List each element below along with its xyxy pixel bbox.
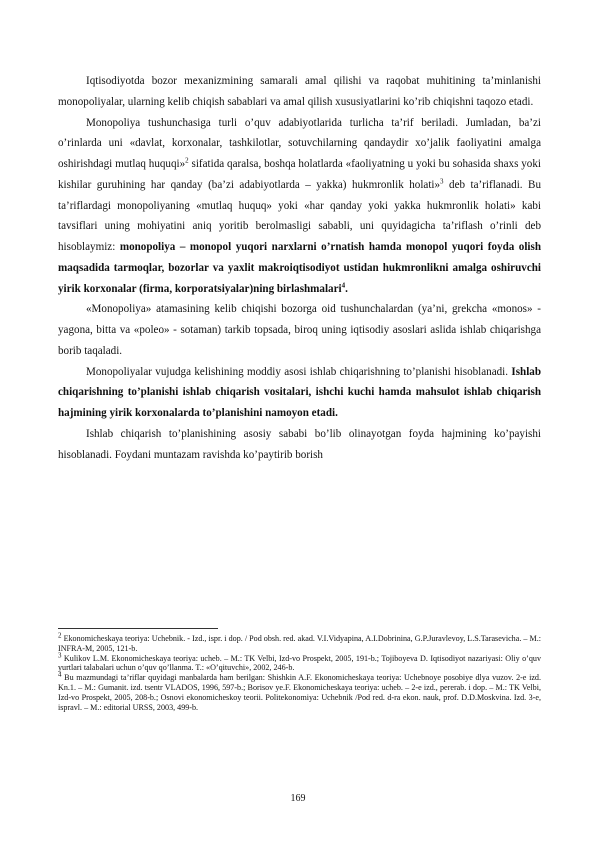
paragraph-4 <box>58 362 541 424</box>
footnote-3-number: 3 <box>58 650 62 659</box>
footnote-separator <box>58 628 218 629</box>
footnote-ref-2: 2 <box>185 156 189 165</box>
footnote-2 <box>58 631 541 654</box>
page-number: 169 <box>290 793 306 804</box>
paragraph-3 <box>58 299 541 361</box>
concentration-definition: Ishlab chiqarishning to’planishi ishlab chiqarish vositalari, ishchi kuchi hamda mahsulot ishlab chiqarish hajmining yirik korxonalarda to’planishini namoyon etadi. <box>58 365 541 419</box>
paragraph-2 <box>58 113 541 300</box>
paragraph-1 <box>58 71 541 113</box>
footnote-4-number: 4 <box>58 670 62 679</box>
footnote-2-number: 2 <box>58 631 62 640</box>
footnote-ref-4-num: 4 <box>341 280 346 289</box>
paragraph-2-part-c: deb ta’riflanadi. Bu ta’riflardagi monopoliyaning «mutlaq huquq» yoki «har qanday yoki yakka hukmronlik holati» kabi tavsiflari uning mohiyatini aniq yoritib berolmasligi sababli, uni quyidagicha ta’riflash o’rinli deb hisoblaymiz: <box>58 178 542 253</box>
footnote-2-text: Ekonomicheskaya teoriya: Uchebnik. - Izd., ispr. i dop. / Pod obsh. red. akad. V.I.Vidyapina, A.I.Dobrinina, G.P.Juravlevoy, L.S.Tarasevicha. – M.: INFRA-M, 2005, 121-b. <box>58 634 541 653</box>
paragraph-5-text: Ishlab chiqarish to’planishining asosiy sababi bo’lib olinayotgan foyda hajmining ko’payishi hisoblanadi. Foydani muntazam ravishda ko’paytirib borish <box>58 427 541 461</box>
paragraph-2-part-b: sifatida qaralsa, boshqa holatlarda «faoliyatning u yoki bu sohasida shaxs yoki kishilar guruhining har qanday (ba’zi adabiyotlarda – yakka) hukmronlik holati» <box>58 158 541 191</box>
footnote-4-text: Bu mazmundagi ta’riflar quyidagi manbalarda ham berilgan: Shishkin A.F. Ekonomicheskaya teoriya: Uchebnoye posobiye dlya vuzov. 2-e izd. Kn.1. – M.: Gumanit. izd. tsentr VLADOS, 1996, 597-b.; Borisov ye.F. Ekonomicheskaya teoriya: ucheb. – 2-e izd., pererab. i dop. – M.: TK Velbi, Izd-vo Prospekt, 2005, 208-b.; Osnovi ekonomicheskoy teorii. Politekonomiya: Uchebnik /Pod red. d-ra ekon. nauk, prof. D.D.Moskvina. Izd. 3-e, ispravl. – M.: editorial URSS, 2003, 499-b. <box>58 673 541 712</box>
monopoly-definition: monopoliya – monopol yuqori narxlarni o’rnatish hamda monopol yuqori foyda olish maqsadida tarmoqlar, bozorlar va yaxlit makroiqtisodiyot ustidan hukmronlikni amalga oshiruvchi yirik korxonalar (firma, korporatsiyalar)ning birlashmalari <box>58 241 541 295</box>
paragraph-1-text: Iqtisodiyotda bozor mexanizmining samarali amal qilishi va raqobat muhitining ta’minlanishi monopoliyalar, ularning kelib chiqish sabablari va amal qilish xususiyatlarini ko’rib chiqishni taqozo etadi. <box>58 75 541 108</box>
paragraph-4-text: Monopoliyalar vujudga kelishining moddiy asosi ishlab chiqarishning to’planishi hisoblanadi. <box>86 365 512 378</box>
main-text <box>58 71 541 465</box>
footnote-4 <box>58 670 541 712</box>
paragraph-5 <box>58 424 541 466</box>
footnote-ref-3: 3 <box>440 177 444 186</box>
footnote-3 <box>58 650 541 674</box>
footnote-3-text: Kulikov L.M. Ekonomicheskaya teoriya: ucheb. – M.: TK Velbi, Izd-vo Prospekt, 2005, 191-b.; Tojiboyeva D. Iqtisodiyot nazariyasi: Oliy o’quv yurtlari talabalari uchun o’quv qo’llanma. T.: «O’qituvchi», 2002, 246-b. <box>58 653 541 673</box>
paragraph-2-part-a: Monopoliya tushunchasiga turli o’quv adabiyotlarida turlicha ta’rif beriladi. Jumladan, ba’zi o’rinlarda uni «davlat, korxonalar, tashkilotlar, sotuvchilarning qandaydir xo’jalik faoliyatini amalga oshirishdagi mutlaq huquqi» <box>58 116 541 170</box>
footnotes <box>58 631 541 712</box>
paragraph-3-text: «Monopoliya» atamasining kelib chiqishi bozorga oid tushunchalardan (ya’ni, grekcha «monos» - yagona, bitta va «poleo» - sotaman) tarkib topsada, biroq uning iqtisodiy asoslari aslida ishlab chiqarishga borib taqaladi. <box>58 303 541 357</box>
definition-period: . <box>345 282 348 295</box>
